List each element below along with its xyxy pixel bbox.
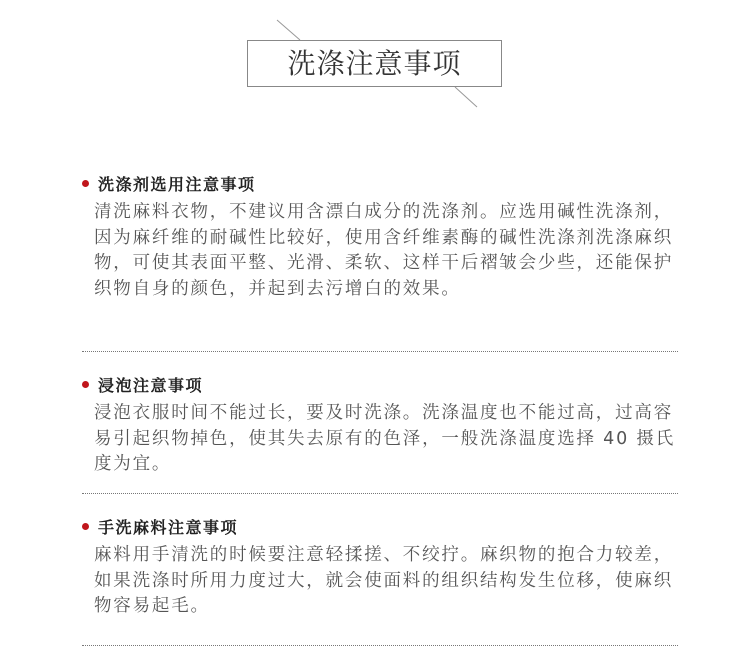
section-hand-wash [82, 515, 682, 620]
divider [82, 351, 678, 352]
title-block [0, 0, 750, 115]
title-box [247, 40, 502, 87]
section-detergent [82, 172, 682, 302]
page-title: 洗涤注意事项 [287, 46, 462, 80]
divider [82, 493, 678, 494]
section-header [82, 373, 682, 395]
bullet-dot-icon [82, 381, 89, 388]
section-body: 清洗麻料衣物，不建议用含漂白成分的洗涤剂。应选用碱性洗涤剂，因为麻纤维的耐碱性比较好，使用含纤维素酶的碱性洗涤剂洗涤麻织物，可使其表面平整、光滑、柔软、这样干后褶皱会少些，还能保护织物自身的颜色，并起到去污增白的效果。 [94, 202, 673, 299]
title-deco-line-top [277, 20, 300, 40]
section-title: 洗涤剂选用注意事项 [98, 174, 256, 194]
section-soaking [82, 373, 682, 478]
section-body: 麻料用手清洗的时候要注意轻揉搓、不绞拧。麻织物的抱合力较差，如果洗涤时所用力度过大，就会使面料的组织结构发生位移，使麻织物容易起毛。 [94, 545, 673, 616]
section-body: 浸泡衣服时间不能过长，要及时洗涤。洗涤温度也不能过高，过高容易引起织物掉色，使其失去原有的色泽，一般洗涤温度选择 40 摄氏度为宜。 [94, 403, 675, 474]
bullet-dot-icon [82, 523, 89, 530]
bullet-dot-icon [82, 180, 89, 187]
section-title: 浸泡注意事项 [98, 375, 204, 395]
section-title: 手洗麻料注意事项 [98, 517, 239, 537]
divider [82, 645, 678, 646]
section-header [82, 172, 682, 194]
section-header [82, 515, 682, 537]
title-deco-line-bottom [455, 87, 477, 107]
